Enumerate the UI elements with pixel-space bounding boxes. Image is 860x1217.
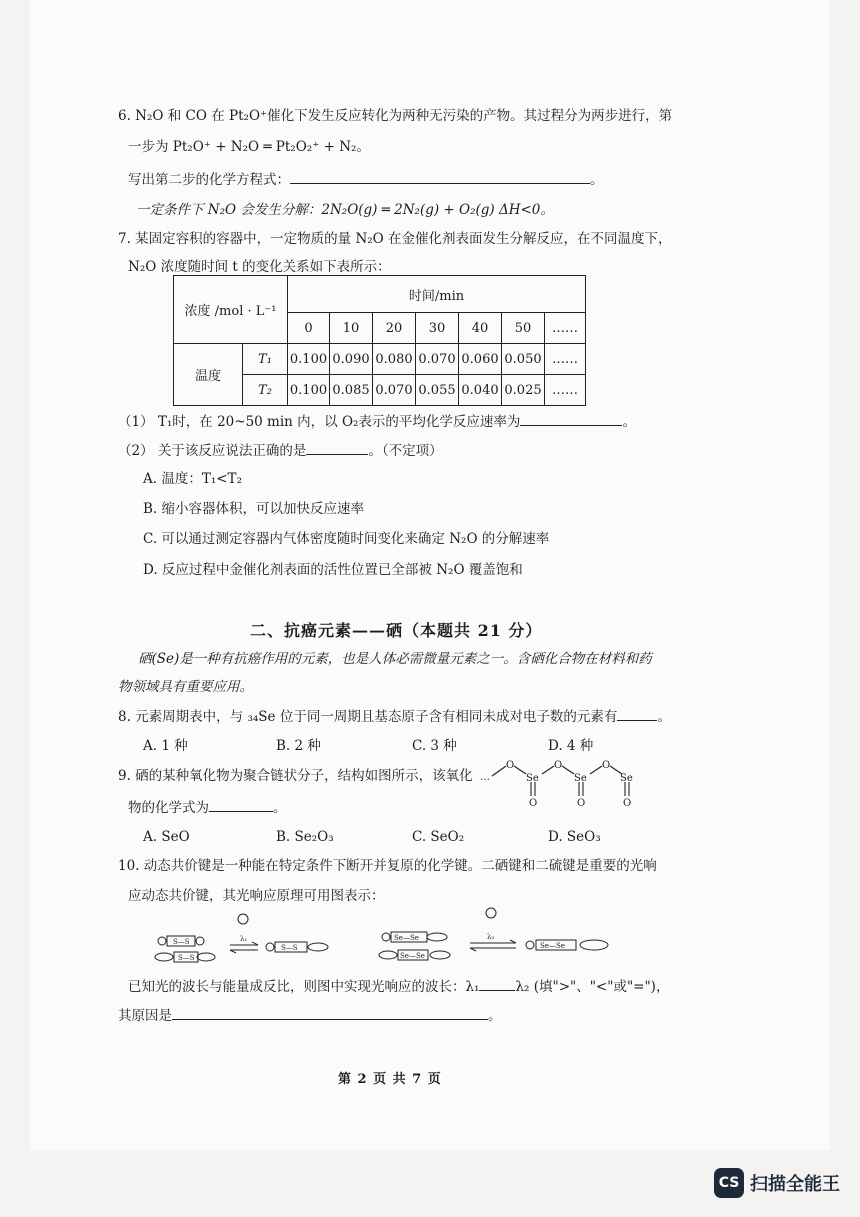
q7-part1 bbox=[118, 412, 636, 431]
q9-prompt: 物的化学式为 bbox=[128, 800, 209, 816]
concentration-table bbox=[173, 275, 586, 406]
table-cell: 0.040 bbox=[459, 375, 502, 406]
q10-line3 bbox=[128, 977, 669, 996]
time-cell: 20 bbox=[373, 313, 416, 344]
table-cell: 0.070 bbox=[373, 375, 416, 406]
time-cell: …… bbox=[545, 313, 586, 344]
q7-option-b: B. 缩小容器体积，可以加快反应速率 bbox=[143, 501, 365, 517]
temp-label: 温度 bbox=[174, 344, 243, 406]
q10-reason-end: 。 bbox=[488, 1008, 502, 1024]
table-cell: …… bbox=[545, 375, 586, 406]
time-cell: 10 bbox=[330, 313, 373, 344]
q10-reason-prompt: 其原因是 bbox=[118, 1008, 172, 1024]
q7-part2-blank[interactable] bbox=[306, 441, 368, 455]
watermark-text: 扫描全能王 bbox=[750, 1174, 840, 1195]
table-cell: 0.080 bbox=[373, 344, 416, 375]
q7-part1-blank[interactable] bbox=[520, 412, 622, 426]
lambda2-label: λ₂ bbox=[487, 933, 495, 941]
q8-end: 。 bbox=[657, 709, 671, 725]
q10-wavelength-hint: λ₂ (填">"、"<"或"=")， bbox=[515, 979, 670, 995]
table-cell: 0.100 bbox=[288, 344, 330, 375]
q6-line2: 一步为 Pt₂O⁺ + N₂O ═ Pt₂O₂⁺ + N₂。 bbox=[128, 139, 370, 155]
table-cell: 0.060 bbox=[459, 344, 502, 375]
q8-line bbox=[118, 707, 671, 726]
q7-line2: N₂O 浓度随时间 t 的变化关系如下表所示： bbox=[128, 259, 391, 275]
section-intro-2: 物领域具有重要应用。 bbox=[118, 679, 253, 695]
q10-line1: 10. 动态共价键是一种能在特定条件下断开并复原的化学键。二硒键和二硫键是重要的光响 bbox=[118, 858, 657, 874]
section-heading: 二、抗癌元素——硒（本题共 21 分） bbox=[250, 621, 543, 640]
scanner-watermark bbox=[714, 1168, 840, 1198]
q8-option-d: D. 4 种 bbox=[548, 738, 594, 754]
time-cell: 0 bbox=[288, 313, 330, 344]
q9-option-a: A. SeO bbox=[143, 829, 190, 845]
q6-end: 。 bbox=[590, 172, 604, 188]
section-intro-1: 硒(Se)是一种有抗癌作用的元素，也是人体必需微量元素之一。含硒化合物在材料和药 bbox=[138, 651, 652, 667]
q10-wavelength-blank[interactable] bbox=[479, 977, 515, 991]
se-oxide-chain-structure bbox=[480, 756, 640, 812]
q9-end: 。 bbox=[273, 800, 287, 816]
table-cell: 0.070 bbox=[416, 344, 459, 375]
q6-prompt: 写出第二步的化学方程式： bbox=[128, 172, 290, 188]
q8-prompt: 8. 元素周期表中，与 ₃₄Se 位于同一周期且基态原子含有相同未成对电子数的元素有 bbox=[118, 709, 618, 725]
sese-label: Se—Se bbox=[400, 952, 425, 960]
q7-option-d: D. 反应过程中金催化剂表面的活性位置已全部被 N₂O 覆盖饱和 bbox=[143, 562, 523, 578]
photoresponse-diagram bbox=[150, 905, 630, 967]
camscanner-logo-icon: CS bbox=[714, 1168, 744, 1198]
row-label: T₁ bbox=[243, 344, 288, 375]
chain-o: O bbox=[577, 798, 586, 809]
q7-line1: 7. 某固定容积的容器中，一定物质的量 N₂O 在金催化剂表面发生分解反应，在不同温度下， bbox=[118, 231, 672, 247]
chain-dots: … bbox=[480, 772, 490, 783]
time-cell: 40 bbox=[459, 313, 502, 344]
q7-part2-end: 。（不定项） bbox=[368, 443, 443, 459]
q9-option-c: C. SeO₂ bbox=[412, 829, 465, 845]
q6-answer-blank[interactable] bbox=[290, 170, 590, 184]
ss-label: S—S bbox=[281, 944, 298, 952]
time-header: 时间/min bbox=[288, 276, 586, 313]
q7-part1-prompt: （1） T₁时，在 20~50 min 内，以 O₂表示的平均化学反应速率为 bbox=[118, 414, 521, 430]
chain-se: Se bbox=[574, 773, 587, 784]
q7-part2 bbox=[118, 441, 443, 460]
q7-intro: 一定条件下 N₂O 会发生分解：2N₂O(g) ═ 2N₂(g) + O₂(g) ΔH<0。 bbox=[136, 202, 554, 218]
q9-option-b: B. Se₂O₃ bbox=[276, 829, 334, 845]
sese-label: Se—Se bbox=[394, 934, 419, 942]
ss-label: S—S bbox=[178, 954, 195, 962]
page-footer: 第 2 页 共 7 页 bbox=[338, 1072, 442, 1087]
ss-label: S—S bbox=[173, 938, 190, 946]
q7-option-c: C. 可以通过测定容器内气体密度随时间变化来确定 N₂O 的分解速率 bbox=[143, 531, 550, 547]
time-cell: 30 bbox=[416, 313, 459, 344]
chain-o: O bbox=[602, 760, 611, 771]
q6-line3 bbox=[128, 170, 604, 189]
q9-line1: 9. 硒的某种氧化物为聚合链状分子，结构如图所示，该氧化 bbox=[118, 768, 473, 784]
q7-part2-prompt: （2） 关于该反应说法正确的是 bbox=[118, 443, 307, 459]
q10-wavelength-prompt: 已知光的波长与能量成反比，则图中实现光响应的波长：λ₁ bbox=[128, 979, 480, 995]
q8-blank[interactable] bbox=[617, 707, 657, 721]
q9-blank[interactable] bbox=[209, 798, 273, 812]
chain-o: O bbox=[506, 760, 515, 771]
time-cell: 50 bbox=[502, 313, 545, 344]
lambda1-label: λ₁ bbox=[240, 935, 248, 943]
conc-header: 浓度 /mol · L⁻¹ bbox=[174, 276, 288, 344]
table-cell: …… bbox=[545, 344, 586, 375]
chain-o: O bbox=[554, 760, 563, 771]
q8-option-a: A. 1 种 bbox=[143, 738, 188, 754]
q6-line1: 6. N₂O 和 CO 在 Pt₂O⁺催化下发生反应转化为两种无污染的产物。其过程分为两步进行，第 bbox=[118, 108, 673, 124]
q7-part1-end: 。 bbox=[622, 414, 636, 430]
q10-reason-blank[interactable] bbox=[172, 1006, 488, 1020]
q9-line2 bbox=[128, 798, 287, 817]
chain-o: O bbox=[623, 798, 632, 809]
q7-option-a: A. 温度：T₁<T₂ bbox=[143, 471, 242, 487]
table-cell: 0.025 bbox=[502, 375, 545, 406]
table-cell: 0.085 bbox=[330, 375, 373, 406]
table-cell: 0.090 bbox=[330, 344, 373, 375]
q9-option-d: D. SeO₃ bbox=[548, 829, 601, 845]
chain-o: O bbox=[529, 798, 538, 809]
table-cell: 0.055 bbox=[416, 375, 459, 406]
row-label: T₂ bbox=[243, 375, 288, 406]
chain-se: Se bbox=[620, 773, 633, 784]
q8-option-c: C. 3 种 bbox=[412, 738, 457, 754]
q10-line4 bbox=[118, 1006, 502, 1025]
sese-label: Se—Se bbox=[540, 942, 565, 950]
q8-option-b: B. 2 种 bbox=[276, 738, 321, 754]
q10-line2: 应动态共价键，其光响应原理可用图表示： bbox=[128, 888, 385, 904]
table-cell: 0.100 bbox=[288, 375, 330, 406]
chain-se: Se bbox=[526, 773, 539, 784]
table-cell: 0.050 bbox=[502, 344, 545, 375]
